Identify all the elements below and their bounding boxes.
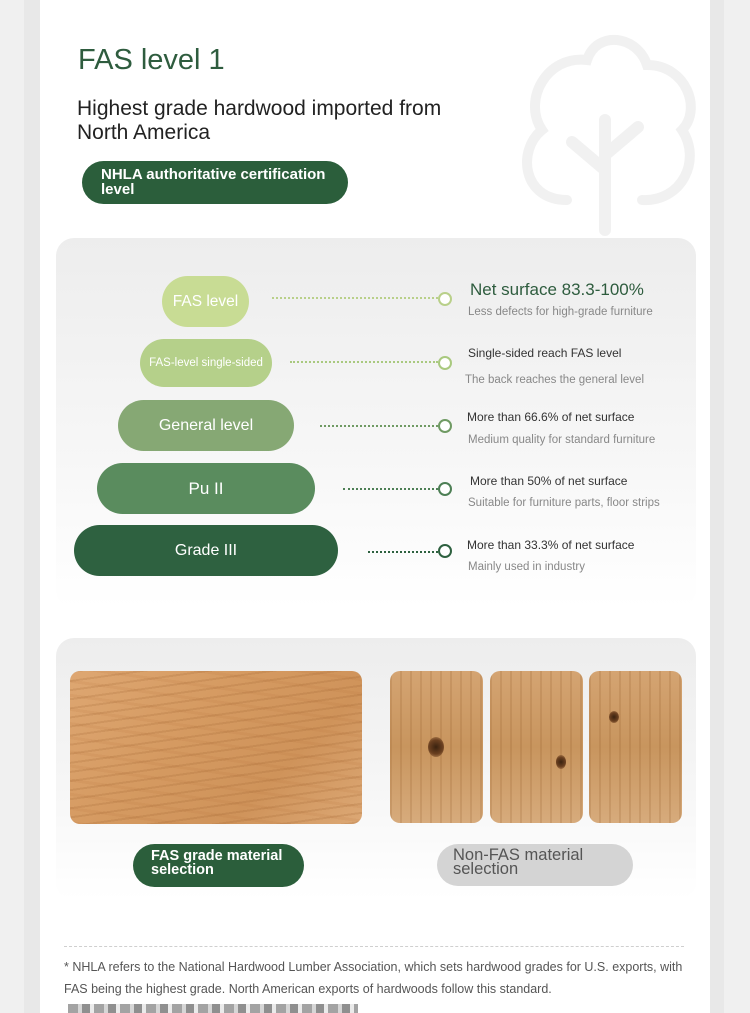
grade-label: FAS-level single-sided [149, 357, 263, 369]
grade-detail: Mainly used in industry [468, 561, 585, 573]
grade-detail: Medium quality for standard furniture [468, 434, 656, 446]
grade-connector [272, 297, 438, 299]
grade-pill-fas-single-sided [140, 339, 272, 387]
grade-pill-general [118, 400, 294, 451]
grade-ring-icon [438, 482, 452, 496]
grade-description: More than 66.6% of net surface [467, 410, 635, 424]
grade-description: More than 50% of net surface [470, 474, 628, 488]
page-edge-right [710, 0, 724, 1013]
grade-connector [290, 361, 438, 363]
grade-ring-icon [438, 292, 452, 306]
grade-pill-fas [162, 276, 249, 327]
grade-ring-icon [438, 544, 452, 558]
grade-label: FAS level [172, 292, 239, 310]
nonfas-wood-sample [490, 671, 583, 823]
grade-label: Grade III [174, 541, 238, 559]
page-title: FAS level 1 [78, 44, 225, 76]
nonfas-wood-sample [390, 671, 483, 823]
grade-description: More than 33.3% of net surface [467, 538, 635, 552]
fas-material-label: FAS grade material selection [133, 844, 304, 887]
divider [64, 946, 684, 947]
wood-knot [428, 737, 444, 757]
footnote: * NHLA refers to the National Hardwood Lumber Association, which sets hardwood grades for U.S. exports, with FAS being the highest grade. North American exports of hardwoods follow this standard. [64, 960, 683, 996]
grade-pill-pu-ii [97, 463, 315, 514]
grade-description: Single-sided reach FAS level [468, 346, 622, 360]
grade-connector [343, 488, 438, 490]
grade-detail: Less defects for high-grade furniture [468, 306, 653, 318]
grade-ring-icon [438, 419, 452, 433]
grade-ring-icon [438, 356, 452, 370]
grade-connector [368, 551, 438, 553]
cropped-text-strip [68, 1004, 358, 1013]
wood-knot [556, 755, 566, 769]
page-edge-left [24, 0, 40, 1013]
tree-icon [512, 30, 702, 245]
grade-detail: Suitable for furniture parts, floor strips [468, 497, 660, 509]
grade-detail: The back reaches the general level [465, 374, 644, 386]
grade-connector [320, 425, 438, 427]
page-subtitle: Highest grade hardwood imported from North America [77, 97, 442, 144]
grade-label: General level [158, 416, 254, 434]
nonfas-material-label: Non-FAS material selection [437, 844, 633, 886]
wood-knot [609, 711, 619, 723]
grade-pill-grade-iii [74, 525, 338, 576]
grade-description: Net surface 83.3-100% [470, 280, 644, 299]
fas-wood-sample [70, 671, 362, 824]
certification-badge: NHLA authoritative certification level [82, 161, 348, 204]
nonfas-wood-sample [589, 671, 682, 823]
grade-label: Pu II [188, 478, 224, 498]
